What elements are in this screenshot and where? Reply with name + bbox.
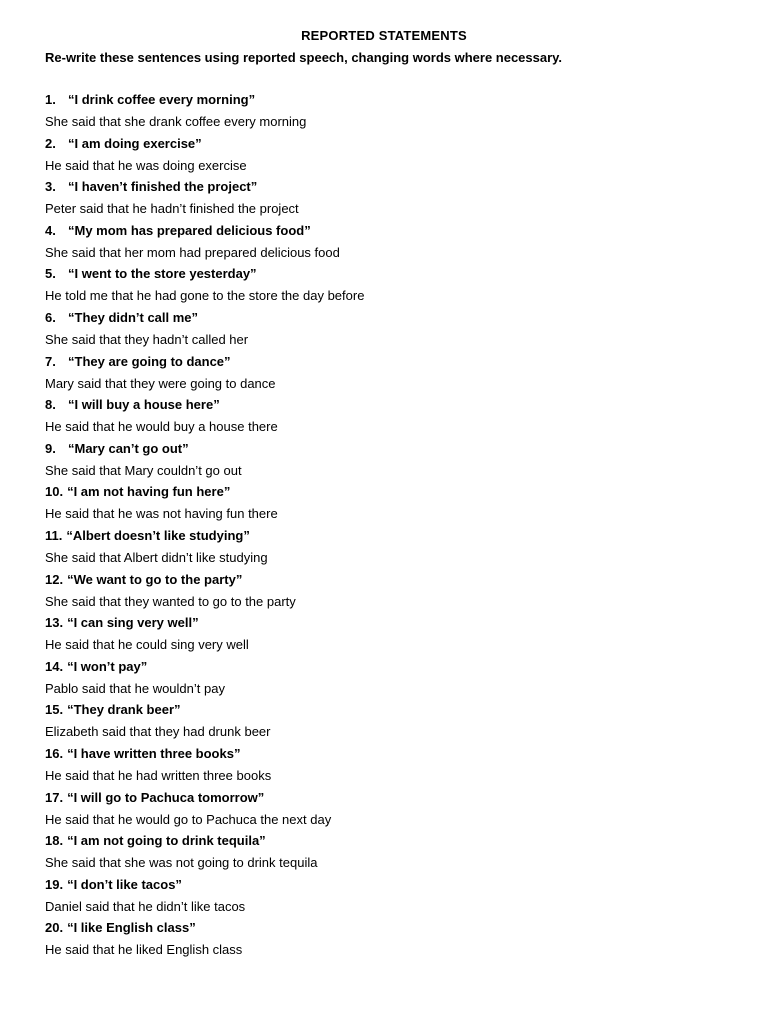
exercise-quote: “I am doing exercise” <box>68 135 202 151</box>
exercise-number: 19. <box>45 876 64 892</box>
exercise-quote: “I have written three books” <box>67 745 241 761</box>
exercise-item <box>45 917 735 961</box>
exercise-number: 6. <box>45 309 56 325</box>
exercise-answer: Pablo said that he wouldn’t pay <box>45 680 225 696</box>
exercise-question <box>45 133 735 155</box>
exercise-number: 2. <box>45 135 56 151</box>
exercise-item <box>45 220 735 264</box>
document-title: REPORTED STATEMENTS <box>301 28 467 43</box>
exercise-question <box>45 787 735 809</box>
exercise-question <box>45 656 735 678</box>
exercise-quote: “My mom has prepared delicious food” <box>68 222 311 238</box>
exercise-answer: He said that he would buy a house there <box>45 419 278 435</box>
exercise-quote: “We want to go to the party” <box>67 571 243 587</box>
exercise-answer: He said that he would go to Pachuca the next day <box>45 811 332 827</box>
exercise-item <box>45 438 735 482</box>
exercise-quote: “They didn’t call me” <box>68 309 199 325</box>
exercise-number: 5. <box>45 266 56 282</box>
exercise-number: 9. <box>45 440 56 456</box>
exercise-quote: “I went to the store yesterday” <box>68 266 257 282</box>
exercise-item <box>45 830 735 874</box>
exercise-number: 12. <box>45 571 64 587</box>
exercise-answer: He said that he was doing exercise <box>45 157 247 173</box>
exercise-number: 20. <box>45 920 64 936</box>
exercise-quote: “They are going to dance” <box>68 353 231 369</box>
exercise-question <box>45 525 735 547</box>
exercise-question <box>45 438 735 460</box>
exercise-question <box>45 394 735 416</box>
exercise-quote: “I like English class” <box>67 920 196 936</box>
exercise-quote: “I don’t like tacos” <box>67 876 182 892</box>
exercise-number: 1. <box>45 92 56 107</box>
exercise-item <box>45 351 735 395</box>
exercise-item <box>45 787 735 831</box>
exercise-quote: “I haven’t finished the project” <box>68 179 258 195</box>
exercise-answer: Daniel said that he didn’t like tacos <box>45 898 246 914</box>
exercise-question <box>45 89 735 111</box>
exercise-answer: He told me that he had gone to the store the day before <box>45 288 365 304</box>
document-page <box>45 27 735 961</box>
exercise-answer: He said that he was not having fun there <box>45 506 278 522</box>
exercise-question <box>45 263 735 285</box>
exercise-question <box>45 612 735 634</box>
exercise-answer: Peter said that he hadn’t finished the project <box>45 201 299 217</box>
exercise-item <box>45 133 735 177</box>
exercise-answer: She said that she was not going to drink tequila <box>45 855 318 871</box>
exercise-item <box>45 89 735 133</box>
exercise-question <box>45 874 735 896</box>
exercise-item <box>45 176 735 220</box>
exercise-answer: He said that he could sing very well <box>45 637 249 653</box>
exercise-number: 14. <box>45 658 64 674</box>
exercise-question <box>45 307 735 329</box>
exercise-item <box>45 394 735 438</box>
exercise-number: 7. <box>45 353 56 369</box>
exercise-question <box>45 351 735 373</box>
exercise-answer: She said that Mary couldn’t go out <box>45 462 242 478</box>
exercise-number: 3. <box>45 179 56 195</box>
exercise-item <box>45 569 735 613</box>
exercise-number: 4. <box>45 222 56 238</box>
exercise-item <box>45 263 735 307</box>
exercise-quote: “I am not going to drink tequila” <box>67 833 266 849</box>
exercise-number: 10. <box>45 484 64 500</box>
exercise-quote: “I will buy a house here” <box>68 397 220 413</box>
exercise-quote: “They drank beer” <box>67 702 181 718</box>
exercise-number: 8. <box>45 397 56 413</box>
exercise-item <box>45 525 735 569</box>
exercise-question <box>45 830 735 852</box>
exercise-list <box>45 89 735 961</box>
exercise-question <box>45 176 735 198</box>
exercise-question <box>45 220 735 242</box>
exercise-quote: “Albert doesn’t like studying” <box>66 527 250 543</box>
exercise-item <box>45 307 735 351</box>
exercise-quote: “Mary can’t go out” <box>68 440 189 456</box>
exercise-quote: “I am not having fun here” <box>67 484 231 500</box>
exercise-quote: “I will go to Pachuca tomorrow” <box>67 789 265 805</box>
exercise-answer: He said that he liked English class <box>45 942 243 958</box>
exercise-quote: “I drink coffee every morning” <box>68 92 256 107</box>
exercise-quote: “I won’t pay” <box>67 658 148 674</box>
exercise-answer: She said that her mom had prepared delicious food <box>45 244 340 260</box>
exercise-question <box>45 481 735 503</box>
exercise-number: 11. <box>45 527 63 543</box>
exercise-item <box>45 656 735 700</box>
exercise-item <box>45 481 735 525</box>
exercise-answer: She said that they wanted to go to the party <box>45 593 296 609</box>
exercise-number: 15. <box>45 702 64 718</box>
exercise-item <box>45 874 735 918</box>
exercise-number: 18. <box>45 833 64 849</box>
exercise-question <box>45 569 735 591</box>
exercise-item <box>45 612 735 656</box>
document-instructions: Re-write these sentences using reported speech, changing words where necessary. <box>45 50 563 65</box>
exercise-answer: Elizabeth said that they had drunk beer <box>45 724 271 740</box>
exercise-answer: She said that they hadn’t called her <box>45 331 249 347</box>
exercise-item <box>45 743 735 787</box>
exercise-question <box>45 743 735 765</box>
exercise-answer: Mary said that they were going to dance <box>45 375 276 391</box>
exercise-answer: She said that Albert didn’t like studying <box>45 549 268 565</box>
exercise-number: 13. <box>45 615 64 631</box>
exercise-answer: She said that she drank coffee every morning <box>45 114 307 129</box>
exercise-quote: “I can sing very well” <box>67 615 199 631</box>
exercise-number: 16. <box>45 745 64 761</box>
exercise-item <box>45 699 735 743</box>
exercise-question <box>45 917 735 939</box>
exercise-answer: He said that he had written three books <box>45 767 272 783</box>
exercise-question <box>45 699 735 721</box>
exercise-number: 17. <box>45 789 64 805</box>
